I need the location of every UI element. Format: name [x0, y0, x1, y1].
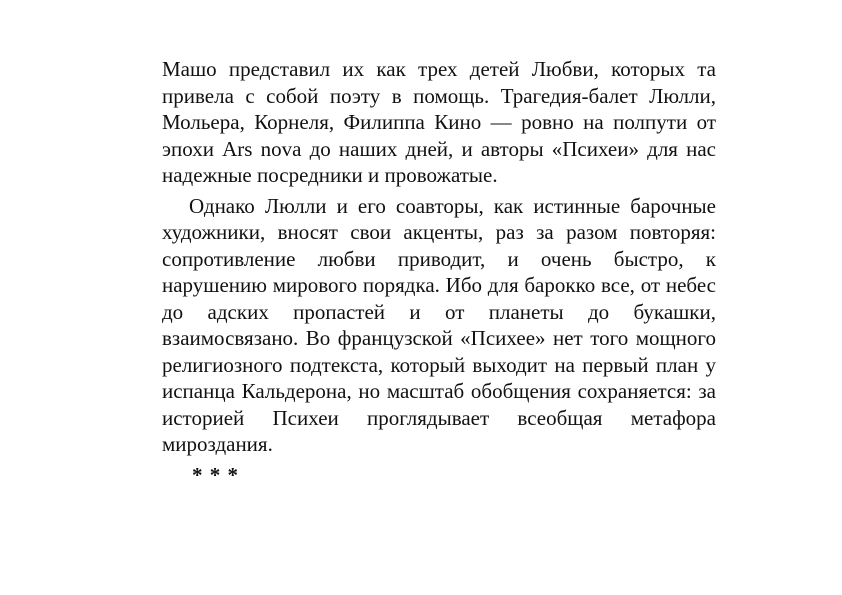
section-separator: * * * [192, 462, 239, 487]
paragraph-continuation: Машо представил их как трех детей Любви, которых та привела с собой поэту в помощь. Трагедия-балет Люлли, Мольера, Корнеля, Филиппа Кино — ровно на полпути от эпохи Ars nova до наших дней, и авторы «Психеи» для нас надежные посредники и провожатые. [162, 57, 716, 187]
text-body [162, 56, 716, 488]
paragraph-baroque-artists: Однако Люлли и его соавторы, как истинные барочные художники, вносят свои акценты, раз за разом повторяя: сопротивление любви приводит, и очень быстро, к нарушению мирового порядка. Ибо для барокко все, от небес до адских пропастей и от планеты до букашки, взаимосвязано. Во французской «Психее» нет того мощного религиозного подтекста, который выходит на первый план у испанца Кальдерона, но масштаб обобщения сохраняется: за историей Психеи проглядывает всеобщая метафора мироздания. [162, 193, 716, 456]
